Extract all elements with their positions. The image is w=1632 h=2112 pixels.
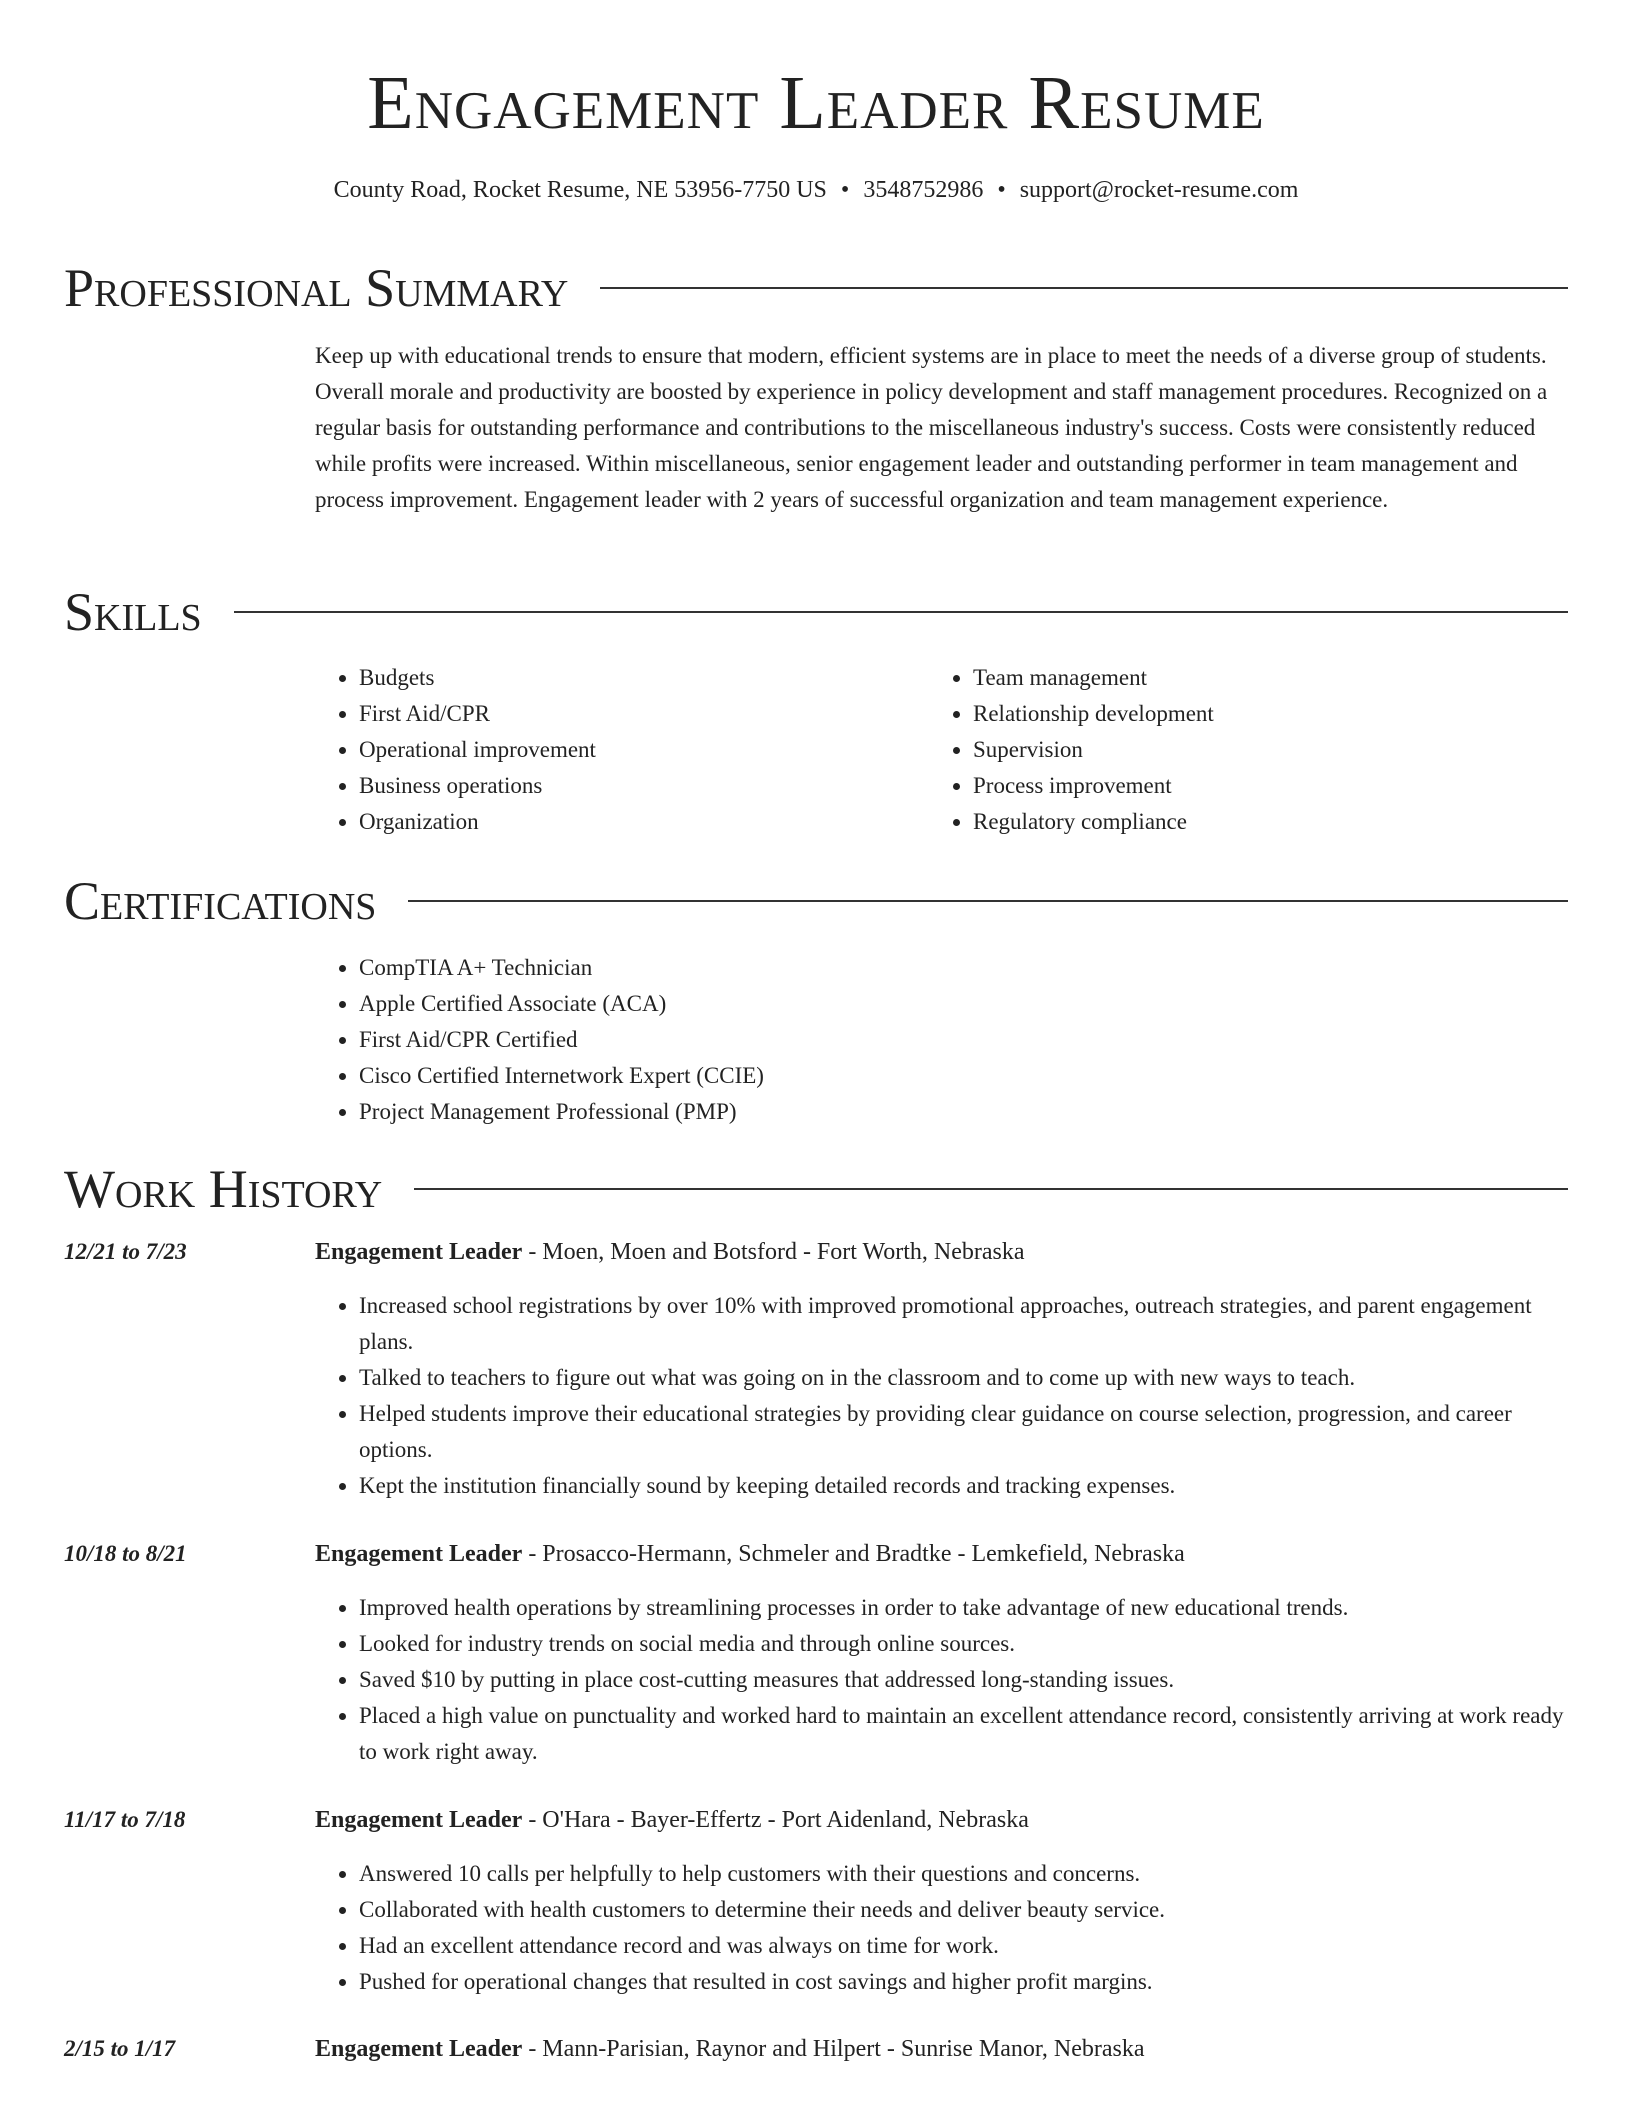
skill-item: • Budgets (359, 660, 875, 696)
skills-list-left (315, 660, 875, 840)
summary-text: Keep up with educational trends to ensure that modern, efficient systems are in place to meet the needs of a diverse group of students. Overall morale and productivity are boosted by experience in policy development and staff management procedures. Recognized on a regular basis for outstanding performance and contributions to the miscellaneous industry's success. Costs were consistently reduced while profits were increased. Within miscellaneous, senior engagement leader and outstanding performer in team management and process improvement. Engagement leader with 2 years of successful organization and team management experience. (315, 343, 1548, 512)
work-role: Engagement Leader (315, 1541, 523, 1567)
work-duty-item: • Had an excellent attendance record and was always on time for work. (359, 1928, 1568, 1964)
skill-item: • Operational improvement (359, 732, 875, 768)
contact-line (0, 174, 1632, 206)
skill-item: • Relationship development (973, 696, 1489, 732)
skill-item: • Organization (359, 804, 875, 840)
certification-item: • First Aid/CPR Certified (359, 1022, 1568, 1058)
work-duty-item: • Placed a high value on punctuality and worked hard to maintain an excellent attendance record, consistently arriving at work ready to work right away. (359, 1698, 1568, 1770)
section-divider (414, 1188, 1568, 1190)
work-role: Engagement Leader (315, 2036, 523, 2062)
skills-column-left (315, 660, 875, 840)
work-duties-list (315, 1856, 1568, 2000)
work-duty-item: • Looked for industry trends on social media and through online sources. (359, 1626, 1568, 1662)
skill-item: • First Aid/CPR (359, 696, 875, 732)
contact-separator: • (840, 177, 850, 203)
certifications-body (315, 950, 1568, 1130)
skill-item: • Process improvement (973, 768, 1489, 804)
contact-phone: 3548752986 (863, 177, 984, 203)
skill-item: • Team management (973, 660, 1489, 696)
work-dates: 10/18 to 8/21 (64, 1541, 187, 1566)
certification-item: • Cisco Certified Internetwork Expert (CCIE) (359, 1058, 1568, 1094)
section-divider (600, 287, 1568, 289)
work-duty-item: • Talked to teachers to figure out what was going on in the classroom and to come up with new ways to teach. (359, 1360, 1568, 1396)
summary-heading: Professional Summary (64, 258, 569, 318)
work-duty-item: • Answered 10 calls per helpfully to help customers with their questions and concerns. (359, 1856, 1568, 1892)
skills-section-header (64, 580, 1568, 644)
work-heading: Work History (64, 1159, 383, 1219)
work-duties (315, 1590, 1568, 1770)
work-section-header (64, 1157, 1568, 1221)
skill-item: • Business operations (359, 768, 875, 804)
work-employer: - Moen, Moen and Botsford - Fort Worth, Nebraska (522, 1239, 1025, 1265)
certification-item: • CompTIA A+ Technician (359, 950, 1568, 986)
work-role-line (315, 1536, 1185, 1572)
section-divider (408, 900, 1568, 902)
resume-title: Engagement Leader Resume (367, 61, 1265, 145)
certifications-section-header (64, 869, 1568, 933)
work-duty-item: • Helped students improve their educational strategies by providing clear guidance on course selection, progression, and career options. (359, 1396, 1568, 1468)
work-dates: 12/21 to 7/23 (64, 1239, 187, 1264)
contact-address: County Road, Rocket Resume, NE 53956-7750 US (333, 177, 827, 203)
summary-section-header (64, 256, 1568, 320)
work-duty-item: • Increased school registrations by over 10% with improved promotional approaches, outreach strategies, and parent engagement plans. (359, 1288, 1568, 1360)
work-duties-list (315, 1590, 1568, 1770)
work-duty-item: • Pushed for operational changes that resulted in cost savings and higher profit margins. (359, 1964, 1568, 2000)
work-duty-item: • Improved health operations by streamlining processes in order to take advantage of new educational trends. (359, 1590, 1568, 1626)
skill-item: • Supervision (973, 732, 1489, 768)
work-duty-item: • Kept the institution financially sound by keeping detailed records and tracking expenses. (359, 1468, 1568, 1504)
skills-column-right (929, 660, 1489, 840)
contact-email: support@rocket-resume.com (1019, 177, 1299, 203)
skills-list-right (929, 660, 1489, 840)
work-employer: - Mann-Parisian, Raynor and Hilpert - Sunrise Manor, Nebraska (522, 2036, 1145, 2062)
skill-item: • Regulatory compliance (973, 804, 1489, 840)
work-role: Engagement Leader (315, 1239, 523, 1265)
skills-heading: Skills (64, 582, 202, 642)
work-duty-item: • Collaborated with health customers to determine their needs and deliver beauty service. (359, 1892, 1568, 1928)
work-employer: - Prosacco-Hermann, Schmeler and Bradtke - Lemkefield, Nebraska (522, 1541, 1185, 1567)
work-dates: 2/15 to 1/17 (64, 2036, 176, 2061)
work-role: Engagement Leader (315, 1807, 523, 1833)
work-duties-list (315, 1288, 1568, 1504)
work-role-line (315, 2031, 1145, 2067)
work-role-line (315, 1802, 1029, 1838)
work-dates: 11/17 to 7/18 (64, 1807, 186, 1832)
work-duties (315, 1288, 1568, 1504)
work-employer: - O'Hara - Bayer-Effertz - Port Aidenland, Nebraska (522, 1807, 1029, 1833)
work-duty-item: • Saved $10 by putting in place cost-cutting measures that addressed long-standing issues. (359, 1662, 1568, 1698)
certifications-heading: Certifications (64, 871, 377, 931)
work-duties (315, 1856, 1568, 2000)
certifications-list (315, 950, 1568, 1130)
work-role-line (315, 1234, 1025, 1270)
certification-item: • Project Management Professional (PMP) (359, 1094, 1568, 1130)
section-divider (234, 611, 1568, 613)
contact-separator: • (997, 177, 1006, 203)
certification-item: • Apple Certified Associate (ACA) (359, 986, 1568, 1022)
summary-body (315, 338, 1568, 518)
